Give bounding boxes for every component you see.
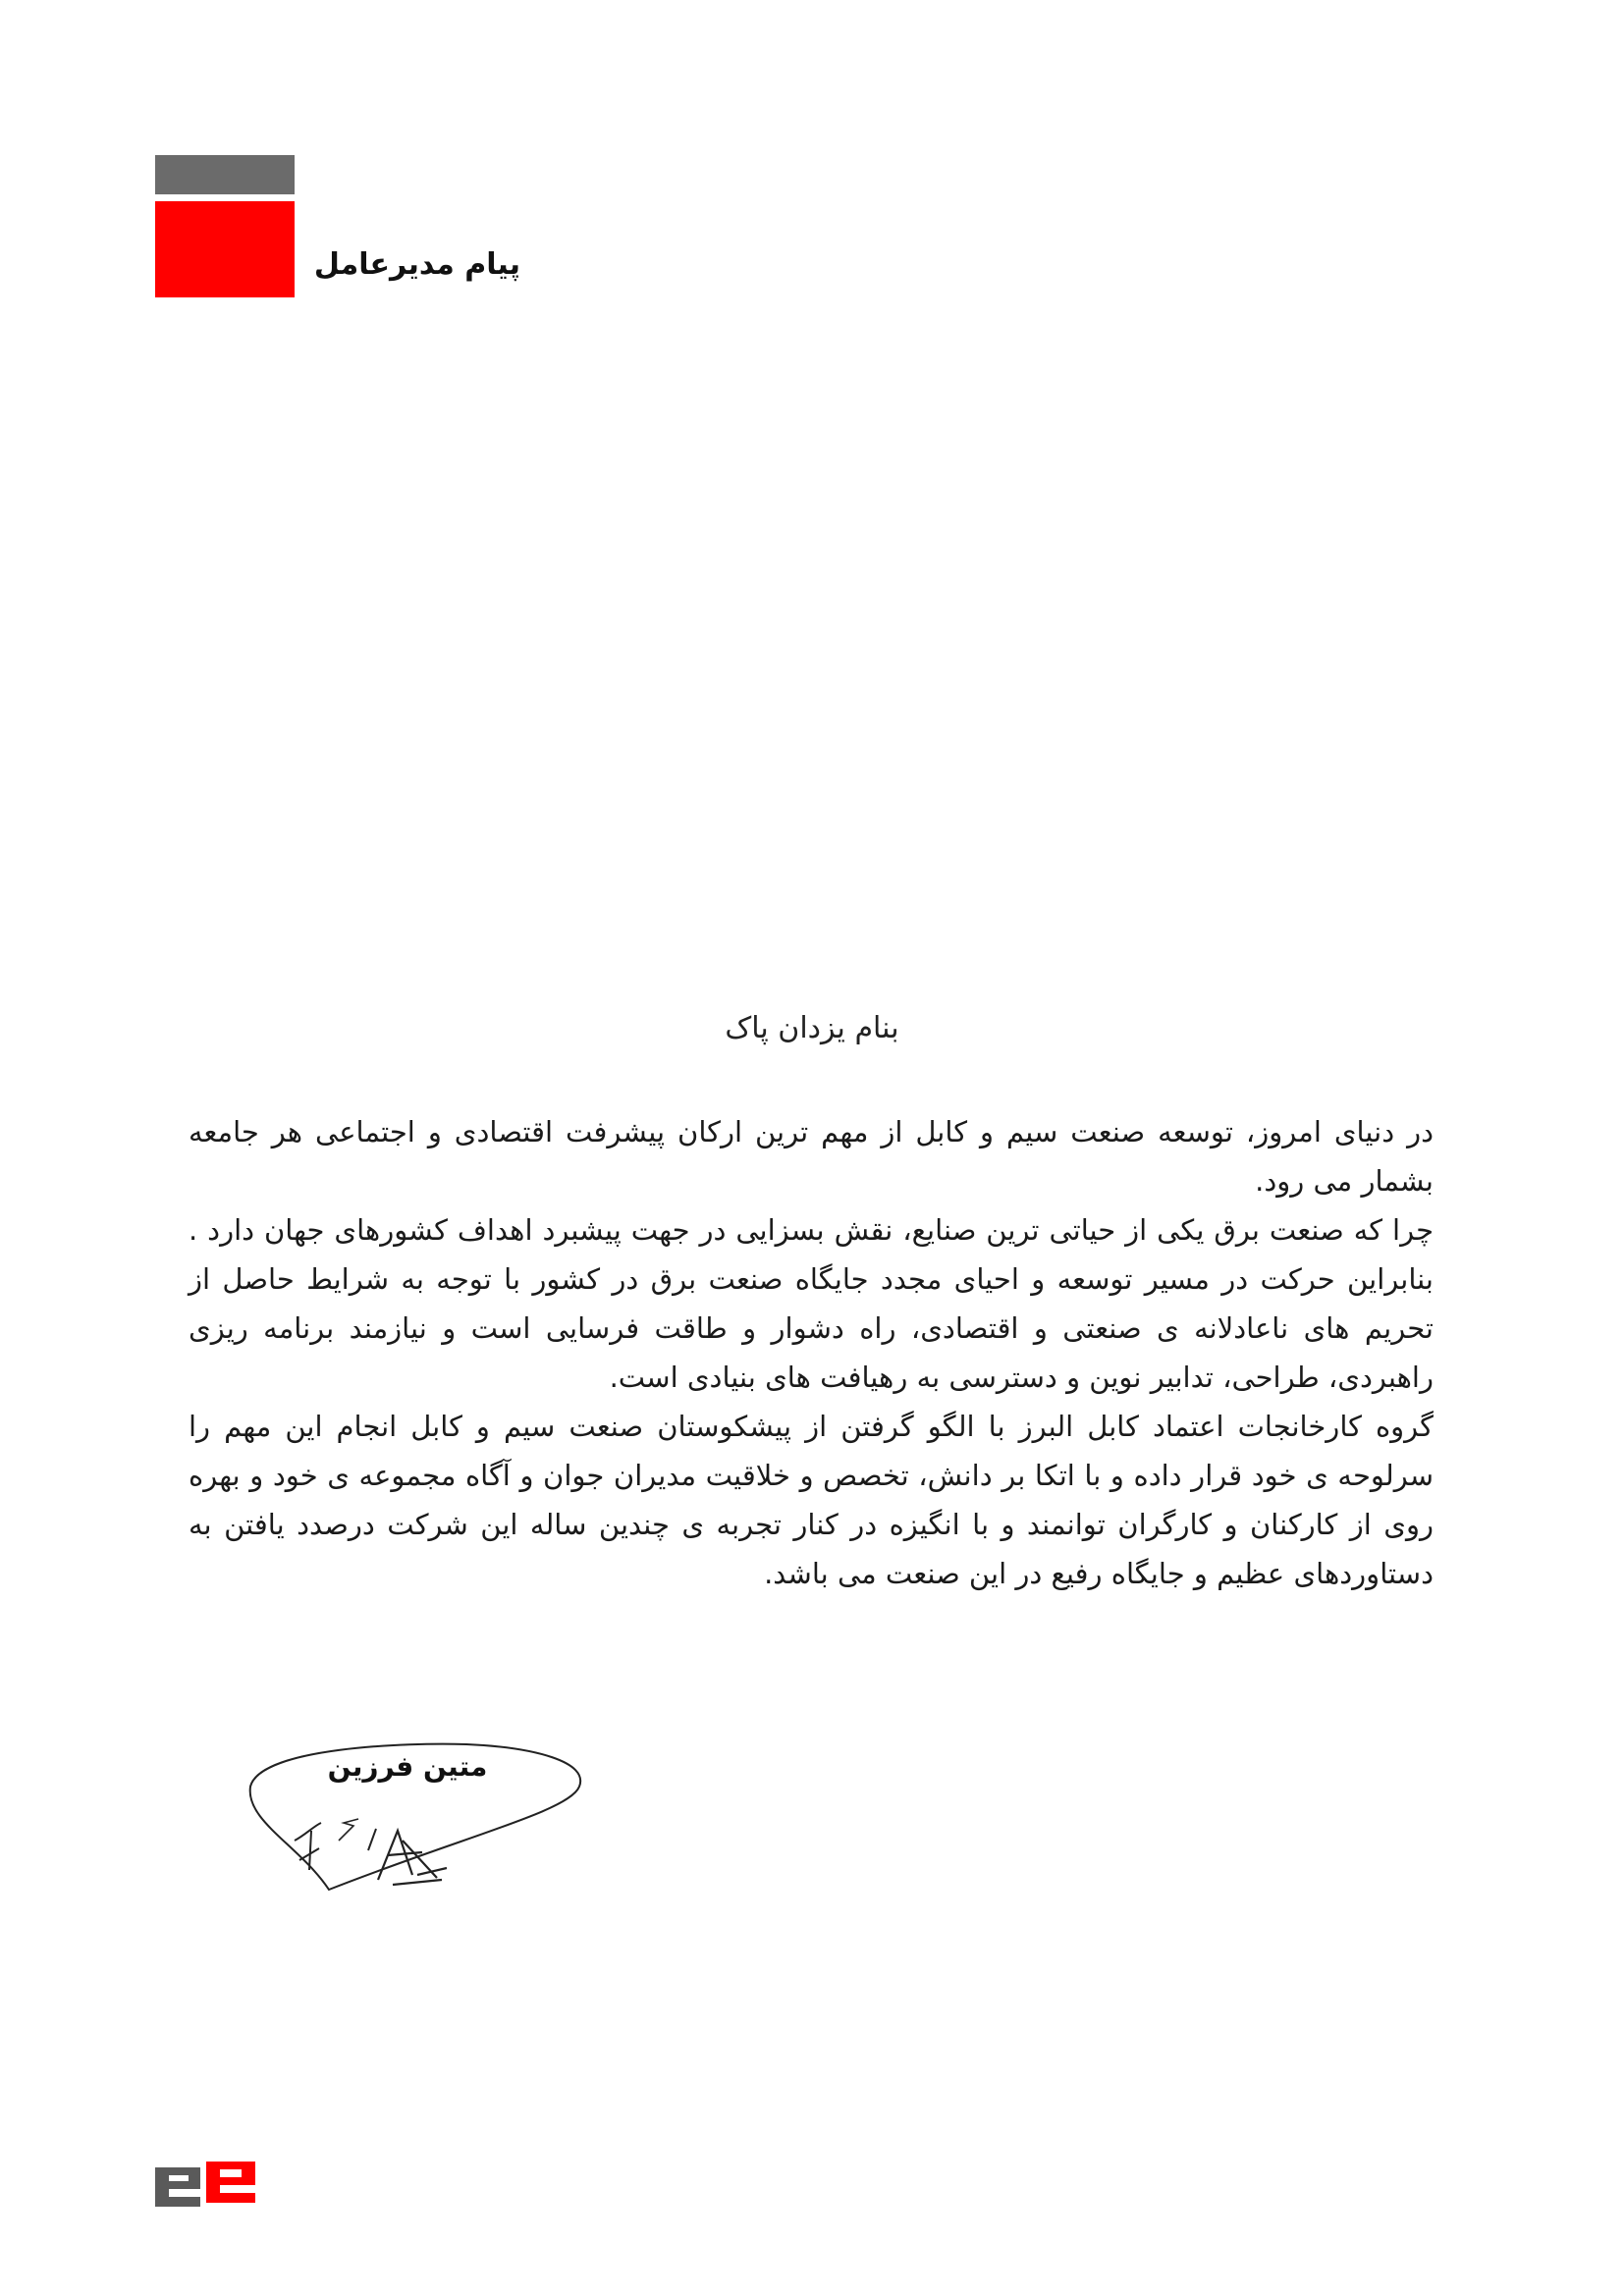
letter-paragraph: چرا که صنعت برق یکی از حیاتی ترین صنایع، نقش بسزایی در جهت پیشبرد اهداف کشورهای جهان دارد . بنابراین حرکت در مسیر توسعه و احیای مجدد جایگاه صنعت برق در کشور با توجه به شرایط حاصل از تحریم های ناعادلانه ی صنعتی و اقتصادی، راه دشوار و طاقت فرسایی است و نیازمند برنامه ریزی راهبردی، طراحی، تدابیر نوین و دسترسی به رهیافت های بنیادی است. — [189, 1213, 1434, 1394]
header-gray-bar — [155, 155, 295, 194]
company-logo-icon — [155, 2162, 255, 2207]
letter-paragraph: گروه کارخانجات اعتماد کابل البرز با الگو گرفتن از پیشکوستان صنعت سیم و کابل انجام این مهم را سرلوحه ی خود قرار داده و با اتکا بر دانش، تخصص و خلاقیت مدیران جوان و آگاه مجموعه ی خود و بهره روی از کارکنان و کارگران توانمند و با انگیزه در کنار تجربه ی چندین ساله این شرکت درصدد یافتن به دستاوردهای عظیم و جایگاه رفیع در این صنعت می باشد. — [189, 1410, 1434, 1590]
letter-body — [189, 1107, 1434, 1598]
salutation: بنام یزدان پاک — [725, 1011, 899, 1045]
signature-name: متین فرزین — [327, 1750, 488, 1783]
header-red-block — [155, 201, 295, 297]
letter-paragraph: در دنیای امروز، توسعه صنعت سیم و کابل از مهم ترین ارکان پیشرفت اقتصادی و اجتماعی هر جامعه بشمار می رود. — [189, 1115, 1434, 1198]
signature-scribble — [241, 1733, 594, 1899]
signature-block — [241, 1733, 594, 1899]
page-title: پیام مدیرعامل — [313, 247, 520, 282]
